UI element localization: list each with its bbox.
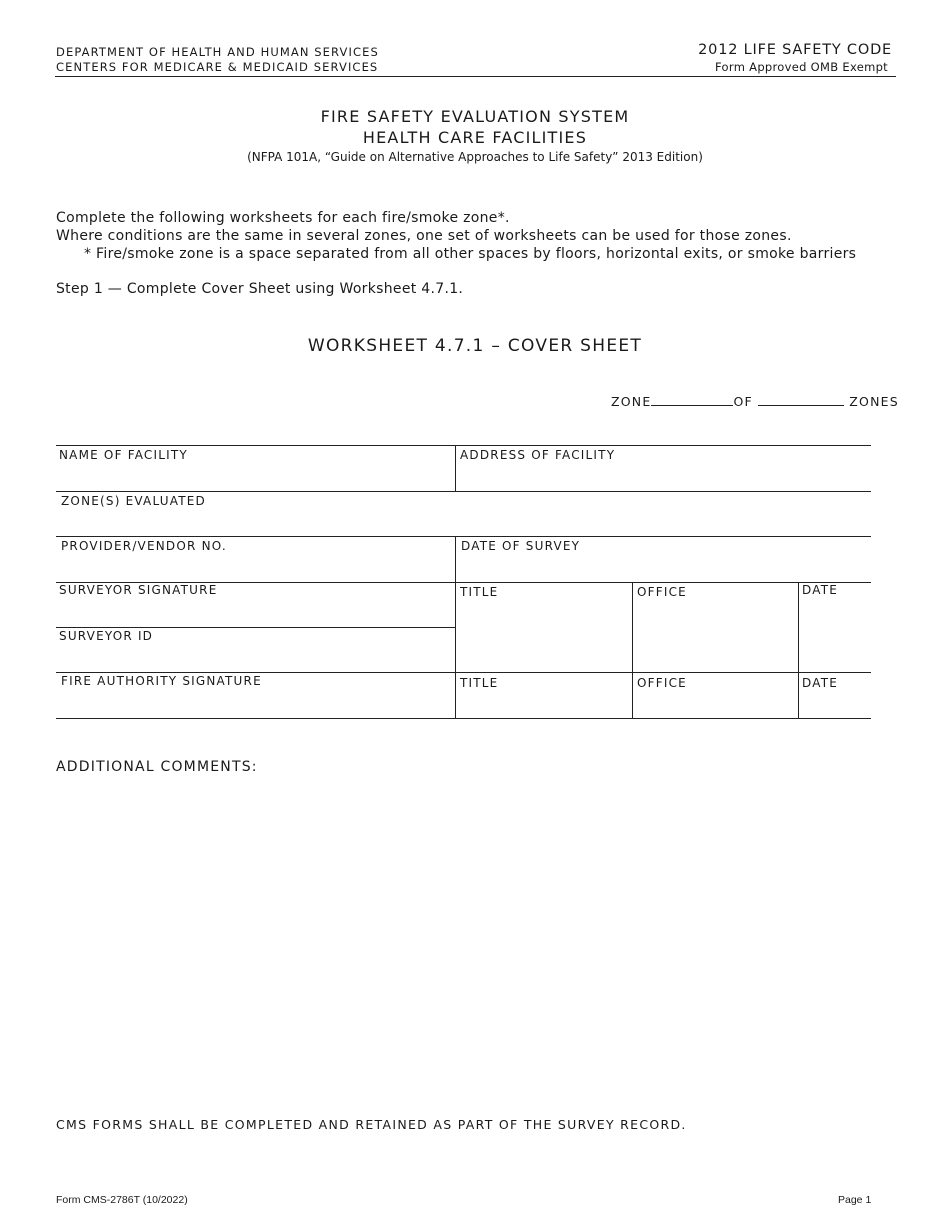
page-number: Page 1 — [838, 1194, 872, 1206]
surveyor-signature-label: SURVEYOR SIGNATURE — [59, 583, 218, 597]
zone-number-field[interactable] — [651, 393, 733, 406]
of-label: OF — [733, 394, 753, 409]
additional-comments-field[interactable] — [56, 785, 871, 1085]
fire-authority-date-label: DATE — [802, 676, 839, 690]
fire-authority-office-label: OFFICE — [637, 676, 687, 690]
surveyor-office-label: OFFICE — [637, 585, 687, 599]
title-line-1: FIRE SAFETY EVALUATION SYSTEM — [320, 107, 630, 126]
agency-line-2: CENTERS FOR MEDICARE & MEDICAID SERVICES — [56, 60, 379, 74]
form-rule — [56, 718, 871, 719]
additional-comments-label: ADDITIONAL COMMENTS: — [56, 759, 258, 775]
zone-of-zones — [611, 393, 899, 409]
code-title: 2012 LIFE SAFETY CODE — [698, 42, 892, 58]
worksheet-title: WORKSHEET 4.7.1 – COVER SHEET — [307, 336, 643, 356]
date-of-survey-label: DATE OF SURVEY — [461, 539, 581, 553]
total-zones-field[interactable] — [758, 393, 844, 406]
provider-vendor-no-label: PROVIDER/VENDOR NO. — [61, 539, 227, 553]
omb-status: Form Approved OMB Exempt — [715, 60, 888, 74]
retention-note: CMS FORMS SHALL BE COMPLETED AND RETAINED AS PART OF THE SURVEY RECORD. — [56, 1117, 687, 1132]
title-line-3: (NFPA 101A, “Guide on Alternative Approaches to Life Safety” 2013 Edition) — [247, 150, 703, 164]
surveyor-date-label: DATE — [802, 583, 839, 597]
zones-label: ZONES — [849, 394, 899, 409]
surveyor-title-label: TITLE — [460, 585, 499, 599]
agency-line-1: DEPARTMENT OF HEALTH AND HUMAN SERVICES — [56, 45, 379, 59]
fire-authority-title-label: TITLE — [460, 676, 499, 690]
zones-evaluated-label: ZONE(S) EVALUATED — [61, 494, 206, 508]
header-rule — [55, 76, 896, 77]
surveyor-id-label: SURVEYOR ID — [59, 629, 154, 643]
zone-label: ZONE — [611, 394, 652, 409]
zone-definition-note: * Fire/smoke zone is a space separated from all other spaces by floors, horizontal exits, or smoke barriers — [84, 246, 857, 262]
instruction-line-2: Where conditions are the same in several zones, one set of worksheets can be used for those zones. — [56, 228, 792, 244]
address-of-facility-label: ADDRESS OF FACILITY — [460, 448, 616, 462]
title-line-2: HEALTH CARE FACILITIES — [362, 128, 588, 147]
instruction-line-1: Complete the following worksheets for each fire/smoke zone*. — [56, 210, 510, 226]
step-1: Step 1 — Complete Cover Sheet using Worksheet 4.7.1. — [56, 281, 464, 297]
name-of-facility-label: NAME OF FACILITY — [59, 448, 188, 462]
fire-authority-signature-label: FIRE AUTHORITY SIGNATURE — [61, 674, 262, 688]
form-number: Form CMS-2786T (10/2022) — [56, 1194, 188, 1206]
